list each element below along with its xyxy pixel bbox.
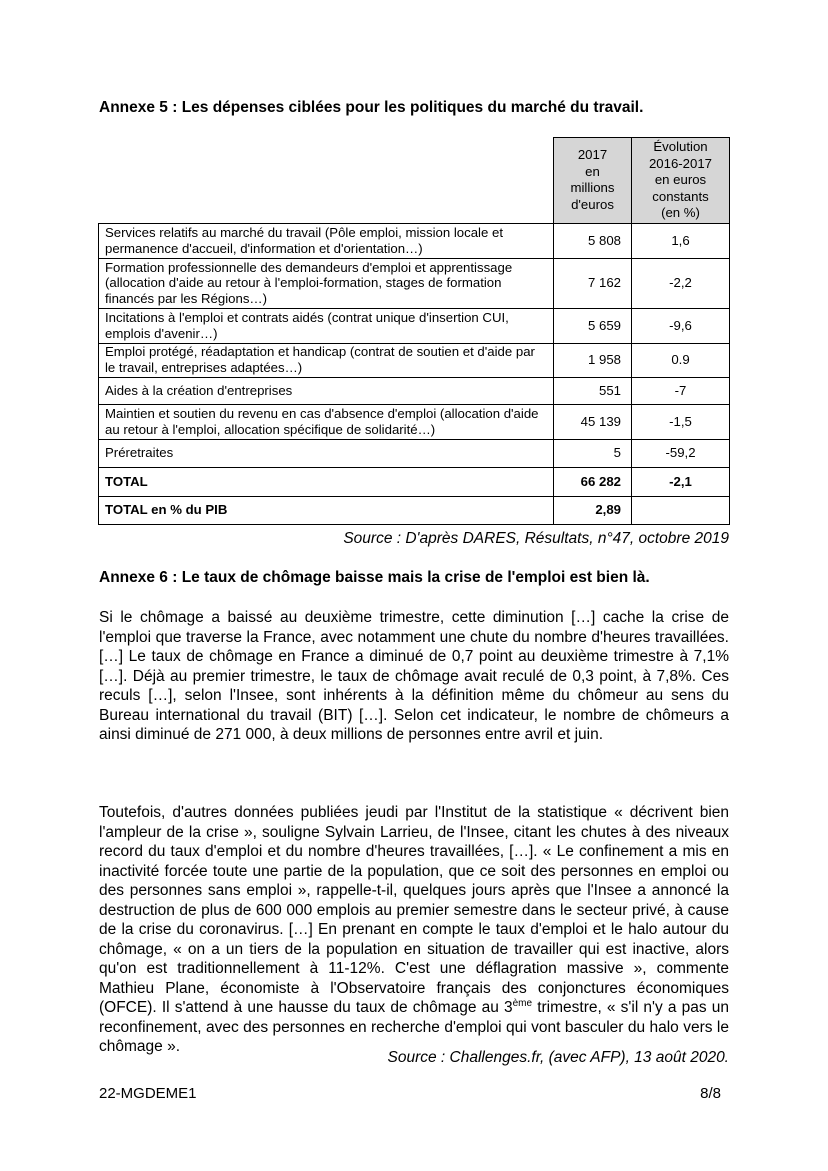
row-label: Incitations à l'emploi et contrats aidés (contrat unique d'insertion CUI, emplois d'avenir…): [99, 308, 554, 343]
table-row: [99, 377, 730, 404]
footer-page-number: 8/8: [700, 1085, 721, 1102]
superscript-ordinal: ème: [512, 997, 533, 1009]
spending-table: [98, 137, 730, 525]
total-pib-value: 2,89: [554, 496, 632, 524]
row-value: 7 162: [554, 258, 632, 308]
row-value: 5 808: [554, 223, 632, 258]
table-row: [99, 258, 730, 308]
row-evolution: -2,2: [632, 258, 730, 308]
row-value: 45 139: [554, 404, 632, 439]
table-row: [99, 439, 730, 467]
table-row: [99, 404, 730, 439]
table-corner: [99, 138, 554, 224]
row-evolution: -1,5: [632, 404, 730, 439]
row-evolution: -59,2: [632, 439, 730, 467]
row-value: 5: [554, 439, 632, 467]
annex6-paragraph-1: Si le chômage a baissé au deuxième trimestre, cette diminution […] cache la crise de l'emploi que traverse la France, avec notamment une chute du nombre d'heures travaillées. […] Le taux de chômage en France a diminué de 0,7 point au deuxième trimestre à 7,1% […]. Déjà au premier trimestre, le taux de chômage avait reculé de 0,3 point, à 7,8%. Ces reculs […], selon l'Insee, sont inhérents à la définition même du chômeur au sens du Bureau international du travail (BIT) […]. Selon cet indicateur, le nombre de chômeurs a ainsi diminué de 271 000, à deux millions de personnes entre avril et juin.: [99, 609, 729, 743]
total-label: TOTAL: [99, 467, 554, 496]
row-value: 5 659: [554, 308, 632, 343]
row-value: 551: [554, 377, 632, 404]
row-label: Formation professionnelle des demandeurs d'emploi et apprentissage (allocation d'aide au retour à l'emploi-formation, stages de formation financés par les Régions…): [99, 258, 554, 308]
annex5-source: Source : D'après DARES, Résultats, n°47, octobre 2019: [343, 530, 729, 547]
row-evolution: 0.9: [632, 343, 730, 377]
column-header-evolution: Évolution 2016-2017 en euros constants (en %): [632, 138, 730, 224]
table-row: [99, 223, 730, 258]
column-header-value: 2017 en millions d'euros: [554, 138, 632, 224]
row-value: 1 958: [554, 343, 632, 377]
row-label: Emploi protégé, réadaptation et handicap (contrat de soutien et d'aide par le travail, entreprises adaptées…): [99, 343, 554, 377]
annex6-paragraph-2: [99, 803, 729, 1057]
table-row: [99, 343, 730, 377]
total-evolution: -2,1: [632, 467, 730, 496]
total-pib-label: TOTAL en % du PIB: [99, 496, 554, 524]
footer-document-code: 22-MGDEME1: [99, 1085, 197, 1102]
total-row: [99, 467, 730, 496]
row-label: Préretraites: [99, 439, 554, 467]
row-evolution: -9,6: [632, 308, 730, 343]
annex5-title: Annexe 5 : Les dépenses ciblées pour les politiques du marché du travail.: [99, 99, 644, 116]
annex6-title: Annexe 6 : Le taux de chômage baisse mais la crise de l'emploi est bien là.: [99, 569, 650, 586]
total-pib-evolution: [632, 496, 730, 524]
table-header-row: [99, 138, 730, 224]
total-pib-row: [99, 496, 730, 524]
row-evolution: 1,6: [632, 223, 730, 258]
paragraph-2-text-start: Toutefois, d'autres données publiées jeudi par l'Institut de la statistique « décrivent bien l'ampleur de la crise », souligne Sylvain Larrieu, de l'Insee, citant les chutes à des niveaux record du taux d'emploi et du nombre d'heures travaillées, […]. « Le confinement a mis en inactivité forcée toute une partie de la population, que ce soit des personnes en emploi ou des personnes sans emploi », rappelle-t-il, quelques jours après que l'Insee a annoncé la destruction de plus de 600 000 emplois au premier semestre dans le secteur privé, à cause de la crise du coronavirus. […] En prenant en compte le taux d'emploi et le halo autour du chômage, « on a un tiers de la population en situation de travailler qui est inactive, alors qu'on est traditionnellement à 11-12%. C'est une déflagration massive », commente Mathieu Plane, économiste à l'Observatoire français des conjonctures économiques (OFCE). Il s'attend à une hausse du taux de chômage au 3: [99, 804, 729, 1016]
row-label: Maintien et soutien du revenu en cas d'absence d'emploi (allocation d'aide au retour à l'emploi, allocation spécifique de solidarité…): [99, 404, 554, 439]
total-value: 66 282: [554, 467, 632, 496]
table-row: [99, 308, 730, 343]
row-label: Aides à la création d'entreprises: [99, 377, 554, 404]
paragraph-2-text-end: trimestre, « s'il n'y a pas un reconfinement, avec des personnes en recherche d'emploi qui vont basculer du halo vers le chômage ».: [99, 999, 729, 1055]
row-label: Services relatifs au marché du travail (Pôle emploi, mission locale et permanence d'accueil, d'information et d'orientation…): [99, 223, 554, 258]
annex6-source: Source : Challenges.fr, (avec AFP), 13 août 2020.: [387, 1049, 729, 1066]
row-evolution: -7: [632, 377, 730, 404]
